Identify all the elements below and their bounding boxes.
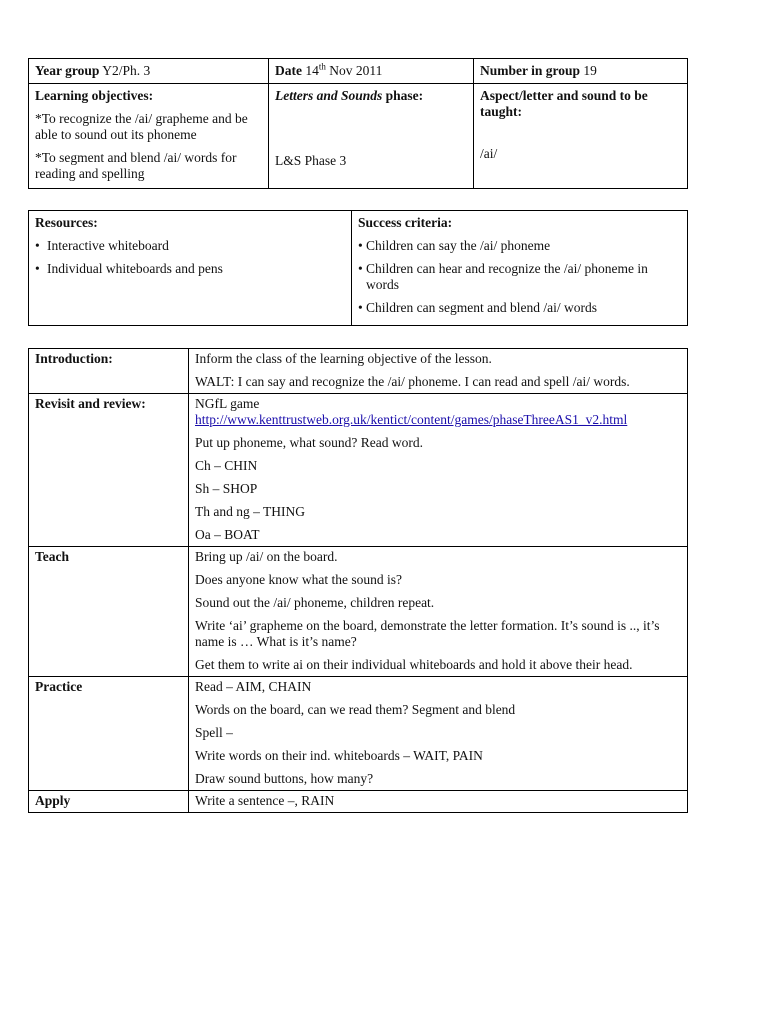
resources-table (28, 210, 688, 326)
teach-label: Teach (35, 549, 70, 564)
introduction-label: Introduction: (35, 351, 113, 366)
date-cell (269, 59, 474, 84)
learning-objectives-cell (29, 84, 269, 189)
year-group-label: Year group (35, 63, 100, 78)
practice-line: Words on the board, can we read them? Segment and blend (195, 702, 516, 717)
bullet-icon: • (358, 238, 363, 253)
teach-row (29, 547, 688, 677)
objective-1: *To recognize the /ai/ grapheme and be able to sound out its phoneme (35, 111, 248, 142)
apply-line: Write a sentence –, RAIN (195, 793, 335, 808)
lesson-header-table (28, 58, 688, 189)
resources-cell (29, 211, 352, 326)
year-group-value: Y2/Ph. 3 (102, 63, 151, 78)
game-link[interactable]: http://www.kenttrustweb.org.uk/kentict/content/games/phaseThreeAS1_v2.html (195, 412, 628, 427)
resource-item: • Interactive whiteboard (35, 238, 169, 253)
practice-row (29, 677, 688, 791)
success-item: • Children can say the /ai/ phoneme (358, 238, 551, 253)
practice-line: Spell – (195, 725, 233, 740)
introduction-row (29, 349, 688, 394)
teach-line: Bring up /ai/ on the board. (195, 549, 338, 564)
teach-line: Write ‘ai’ grapheme on the board, demonstrate the letter formation. It’s sound is .., it’s name is … What is it’s name? (195, 618, 660, 649)
date-rest: Nov 2011 (329, 63, 383, 78)
teach-line: Sound out the /ai/ phoneme, children repeat. (195, 595, 435, 610)
aspect-cell (474, 84, 688, 189)
number-in-group-label: Number in group (480, 63, 581, 78)
bullet-icon: • (35, 261, 40, 276)
revisit-label: Revisit and review: (35, 396, 146, 411)
success-item: • Children can segment and blend /ai/ words (358, 300, 597, 315)
practice-label: Practice (35, 679, 83, 694)
resources-label: Resources: (35, 215, 98, 230)
date-day: 14 (305, 63, 319, 78)
teach-line: Get them to write ai on their individual whiteboards and hold it above their head. (195, 657, 633, 672)
aspect-value: /ai/ (480, 146, 498, 161)
phase-label-rest: phase: (385, 88, 424, 103)
objective-2: *To segment and blend /ai/ words for reading and spelling (35, 150, 237, 181)
practice-line: Read – AIM, CHAIN (195, 679, 312, 694)
success-criteria-label: Success criteria: (358, 215, 453, 230)
phase-cell (269, 84, 474, 189)
revisit-row (29, 394, 688, 547)
year-group-cell (29, 59, 269, 84)
learning-objectives-label: Learning objectives: (35, 88, 154, 103)
revisit-line: Th and ng – THING (195, 504, 305, 519)
revisit-line: Sh – SHOP (195, 481, 258, 496)
introduction-line: WALT: I can say and recognize the /ai/ phoneme. I can read and spell /ai/ words. (195, 374, 630, 389)
apply-row (29, 791, 688, 813)
success-item: • Children can hear and recognize the /ai/ phoneme in words (358, 261, 648, 292)
revisit-line: Put up phoneme, what sound? Read word. (195, 435, 423, 450)
phase-label-italic: Letters and Sounds (275, 88, 383, 103)
success-criteria-cell (352, 211, 688, 326)
resource-item: • Individual whiteboards and pens (35, 261, 223, 276)
date-label: Date (275, 63, 302, 78)
bullet-icon: • (358, 300, 363, 315)
revisit-line: Ch – CHIN (195, 458, 258, 473)
teach-line: Does anyone know what the sound is? (195, 572, 402, 587)
practice-line: Write words on their ind. whiteboards – WAIT, PAIN (195, 748, 483, 763)
practice-line: Draw sound buttons, how many? (195, 771, 374, 786)
lesson-plan-table (28, 348, 688, 813)
bullet-icon: • (358, 261, 363, 276)
bullet-icon: • (35, 238, 40, 253)
revisit-line: Oa – BOAT (195, 527, 260, 542)
number-in-group-cell (474, 59, 688, 84)
introduction-line: Inform the class of the learning objective of the lesson. (195, 351, 492, 366)
date-suffix: th (318, 61, 326, 72)
number-in-group-value: 19 (583, 63, 597, 78)
apply-label: Apply (35, 793, 71, 808)
phase-value: L&S Phase 3 (275, 153, 347, 168)
aspect-label: Aspect/letter and sound to be taught: (480, 88, 648, 119)
game-label: NGfL game (195, 396, 260, 411)
